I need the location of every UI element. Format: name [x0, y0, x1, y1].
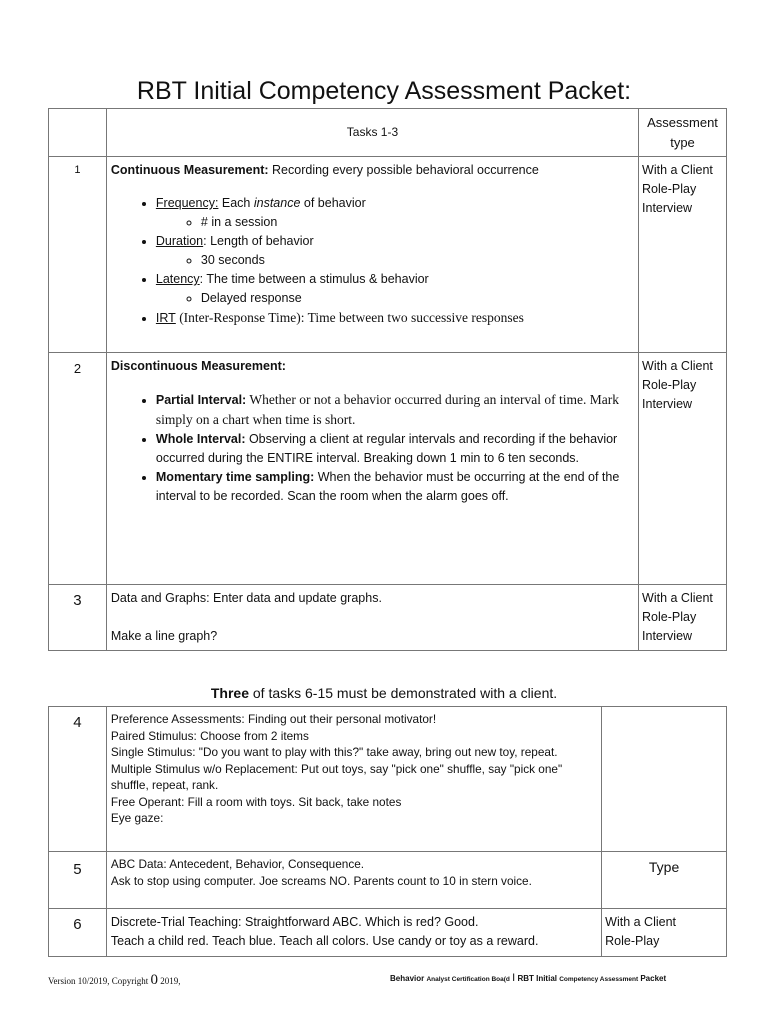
header-tasks-cell [106, 109, 638, 157]
footer-packet-text: Competency Assessment [559, 976, 639, 983]
list-item [156, 308, 634, 328]
sub-bullet-list [156, 251, 634, 270]
assessment-type-cell [639, 157, 727, 353]
table-row [49, 157, 727, 353]
table-row [49, 707, 727, 852]
assessment-option: With a Client [605, 915, 677, 929]
bullet-text: (Inter-Response Time): Time between two successive responses [175, 310, 524, 325]
sub-list-item: ◦ 30 seconds [201, 251, 634, 270]
assessment-option: With a Client [642, 359, 713, 373]
assessment-type-header-line1: Assessment [647, 115, 718, 130]
table-row [49, 585, 727, 651]
bullet-term: Momentary time sampling: [155, 470, 315, 484]
task-line: Teach a child red. Teach blue. Teach all colors. Use candy or toy as a reward. [110, 934, 539, 948]
bullet-list [111, 194, 634, 328]
bullet-text: Observing a client at regular intervals and recording if the behavior occurred during the ENTIRE interval. Breaking down 1 min to 6 ten seconds. [155, 432, 618, 465]
list-item [156, 270, 634, 308]
footer-org-text: Analyst Certification Boa(d [426, 976, 510, 983]
bullet-text: Whether or not a behavior occurred during an interval of time. Mark simply on a chart when time is short. [155, 392, 619, 427]
footer-packet-text: RBT Initial [517, 974, 557, 983]
row-number: 2 [73, 361, 82, 376]
header-assessment-cell [639, 109, 727, 157]
row-number-cell [49, 707, 107, 852]
row-number: 1 [74, 164, 81, 176]
tasks-4-6-table [48, 706, 727, 957]
sub-bullet-list [156, 289, 634, 308]
assessment-option: Role-Play [605, 934, 660, 948]
task-description-cell [106, 353, 638, 585]
footer-org-text: Behavior [390, 974, 425, 983]
assessment-type-cell [602, 909, 727, 957]
tasks-1-3-table [48, 108, 727, 651]
assessment-option: Interview [642, 201, 693, 215]
task-line: Make a line graph? [110, 629, 218, 643]
footer-packet-title [390, 972, 666, 984]
task-line: Preference Assessments: Finding out their personal motivator! [110, 712, 437, 726]
task-line: Single Stimulus: "Do you want to play with this?" take away, bring out new toy, repeat. [110, 745, 558, 759]
task-description-cell [106, 852, 601, 909]
bullet-text: Each [218, 196, 254, 210]
footer-version-text: Version 10/2019, Copyright [48, 976, 149, 986]
bullet-term: Whole Interval: [155, 432, 246, 446]
assessment-type-cell [602, 852, 727, 909]
header-number-cell [49, 109, 107, 157]
row-number: 4 [73, 714, 82, 731]
bullet-text: : The time between a stimulus & behavior [199, 272, 429, 286]
list-item [156, 232, 634, 270]
task-description-cell [106, 585, 638, 651]
list-item [156, 390, 634, 430]
footer-packet-text: Packet [640, 974, 667, 983]
task-lead-bold: Continuous Measurement: [110, 163, 269, 177]
assessment-type-header-line2: type [670, 135, 695, 150]
assessment-type-cell [602, 707, 727, 852]
row-number: 5 [73, 861, 82, 878]
task-lead [111, 357, 634, 376]
task-description-cell [106, 157, 638, 353]
bullet-text: When the behavior must be occurring at the end of the interval to be recorded. Scan the room when the alarm goes off. [155, 470, 620, 503]
row-number-cell [49, 157, 107, 353]
bullet-italic-text: instance [253, 196, 301, 210]
tasks-header: Tasks 1-3 [346, 125, 399, 139]
bullet-term: Latency [155, 272, 200, 286]
task-lead [111, 161, 634, 180]
list-item [156, 194, 634, 232]
row-number-cell [49, 852, 107, 909]
bullet-text: : Length of behavior [203, 234, 314, 248]
bullet-term: IRT [155, 311, 176, 325]
footer-version [48, 972, 181, 989]
task-line: ABC Data: Antecedent, Behavior, Consequence. [110, 857, 365, 871]
task-lead-text: Recording every possible behavioral occurrence [268, 163, 539, 177]
bullet-term: Frequency: [155, 196, 219, 210]
row-number-cell [49, 585, 107, 651]
task-line: Free Operant: Fill a room with toys. Sit back, take notes [110, 794, 402, 809]
table-row [49, 909, 727, 957]
bullet-text: of behavior [300, 196, 366, 210]
task-line: Discrete-Trial Teaching: Straightforward ABC. Which is red? Good. [110, 915, 479, 929]
row-number: 3 [73, 592, 82, 609]
assessment-option: Role-Play [642, 182, 697, 196]
task-line: Ask to stop using computer. Joe screams NO. Parents count to 10 in stern voice. [110, 873, 532, 888]
row-number-cell [49, 909, 107, 957]
sub-list-item: ◦ # in a session [201, 213, 634, 232]
table-row [49, 353, 727, 585]
table-header-row [49, 109, 727, 157]
bullet-term: Partial Interval: [155, 393, 247, 407]
footer-separator: I [512, 972, 516, 984]
assessment-option: Role-Play [642, 378, 697, 392]
sub-list-item: ◦ Delayed response [201, 289, 634, 308]
task-description-cell [106, 909, 601, 957]
bullet-list [111, 390, 634, 506]
assessment-type-label: Type [648, 859, 680, 875]
assessment-type-cell [639, 353, 727, 585]
task-description-cell [106, 707, 601, 852]
assessment-option: Interview [642, 397, 693, 411]
footer-version-year: 2019, [160, 976, 181, 986]
task-line: Eye gaze: [110, 811, 164, 825]
row-number-cell [49, 353, 107, 585]
task-line: Multiple Stimulus w/o Replacement: Put out toys, say "pick one" shuffle, say "pick one" shuffle, repeat, rank. [110, 761, 563, 792]
page-title: RBT Initial Competency Assessment Packet: [136, 77, 632, 105]
assessment-type-cell [639, 585, 727, 651]
table-row [49, 852, 727, 909]
list-item [156, 430, 634, 468]
list-item [156, 468, 634, 506]
task-line: Paired Stimulus: Choose from 2 items [110, 728, 309, 743]
subtitle-bold: Three [210, 685, 249, 701]
row-number: 6 [73, 916, 82, 933]
assessment-option: With a Client [642, 163, 713, 177]
assessment-option: Role-Play [642, 610, 697, 624]
assessment-option: Interview [642, 629, 693, 643]
sub-bullet-list [156, 213, 634, 232]
task-line: Data and Graphs: Enter data and update graphs. [110, 591, 382, 605]
assessment-option: With a Client [642, 591, 713, 605]
bullet-term: Duration [155, 234, 204, 248]
footer-version-symbol: 0 [150, 972, 158, 988]
subtitle-text: of tasks 6-15 must be demonstrated with a client. [248, 685, 558, 701]
task-lead-bold: Discontinuous Measurement: [110, 359, 286, 373]
section-subtitle [0, 685, 768, 701]
